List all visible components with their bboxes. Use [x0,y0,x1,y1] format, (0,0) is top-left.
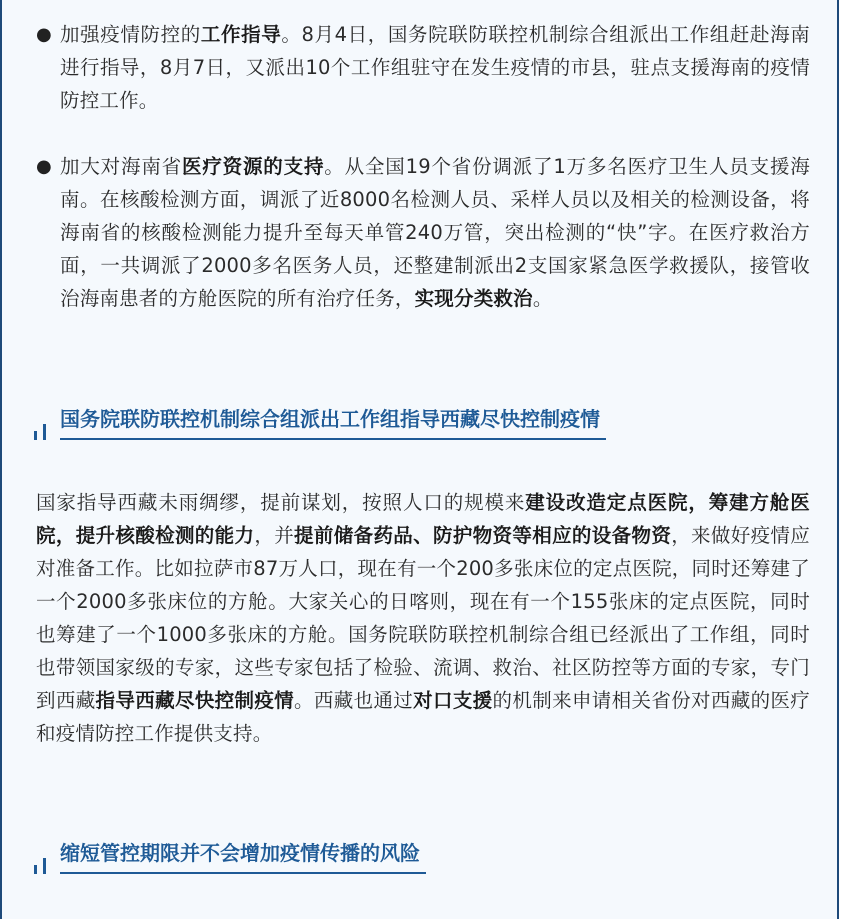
section-title: 缩短管控期限并不会增加疫情传播的风险 [60,838,426,874]
text-segment: 加大对海南省 [60,155,182,178]
section-heading-control-period [34,838,426,874]
bullet-paragraph [60,150,810,315]
bold-segment: 提前储备药品、防护物资等相应的设备物资 [294,524,672,547]
heading-bars-icon [34,416,56,440]
text-segment: 。8月4日，国务院联防联控机制综合组派出工作组赶赴海南进行指导，8月7日，又派出10个工作组驻守在发生疫情的市县，驻点支援海南的疫情防控工作。 [60,23,810,112]
text-segment: 的机制来申请相关省份对西藏的医疗和疫情防控工作提供支持。 [36,689,810,745]
bold-segment: 建设改造定点医院，筹建方舱医院，提升核酸检测的能力 [36,491,810,547]
text-segment: 。西藏也通过 [294,689,414,712]
bullet-dot-icon: ● [36,156,52,177]
text-segment: 。 [532,287,553,310]
bold-segment: 医疗资源的支持 [181,155,325,178]
heading-bars-icon [34,850,56,874]
text-segment: ，并 [254,524,295,547]
bullet-item-work-guidance [36,18,810,117]
section-heading-tibet [34,404,606,440]
bullet-dot-icon: ● [36,24,52,45]
bold-segment: 实现分类救治 [414,287,533,310]
text-segment: 国家指导西藏未雨绸缪，提前谋划，按照人口的规模来 [36,491,526,514]
text-segment: 加强疫情防控的 [60,23,201,46]
bullet-paragraph [60,18,810,117]
text-segment: ，来做好疫情应对准备工作。比如拉萨市87万人口，现在有一个200多张床位的定点医院，同时还筹建了一个2000多张床位的方舱。大家关心的日喀则，现在有一个155张床的定点医院，同时也筹建了一个1000多张床的方舱。国务院联防联控机制综合组已经派出了工作组，同时也带领国家级的专家，这些专家包括了检验、流调、救治、社区防控等方面的专家，专门到西藏 [36,524,810,712]
text-segment: 。从全国19个省份调派了1万多名医疗卫生人员支援海南。在核酸检测方面，调派了近8000名检测人员、采样人员以及相关的检测设备，将海南省的核酸检测能力提升至每天单管240万管，突出检测的“快”字。在医疗救治方面，一共调派了2000多名医务人员，还整建制派出2支国家紧急医学救援队，接管收治海南患者的方舱医院的所有治疗任务， [60,155,810,310]
section-title: 国务院联防联控机制综合组派出工作组指导西藏尽快控制疫情 [60,404,606,440]
section-paragraph-tibet [36,486,810,750]
bullet-item-medical-resources [36,150,810,315]
bold-segment: 指导西藏尽快控制疫情 [95,689,295,712]
bold-segment: 工作指导 [200,23,282,46]
bold-segment: 对口支援 [413,689,493,712]
